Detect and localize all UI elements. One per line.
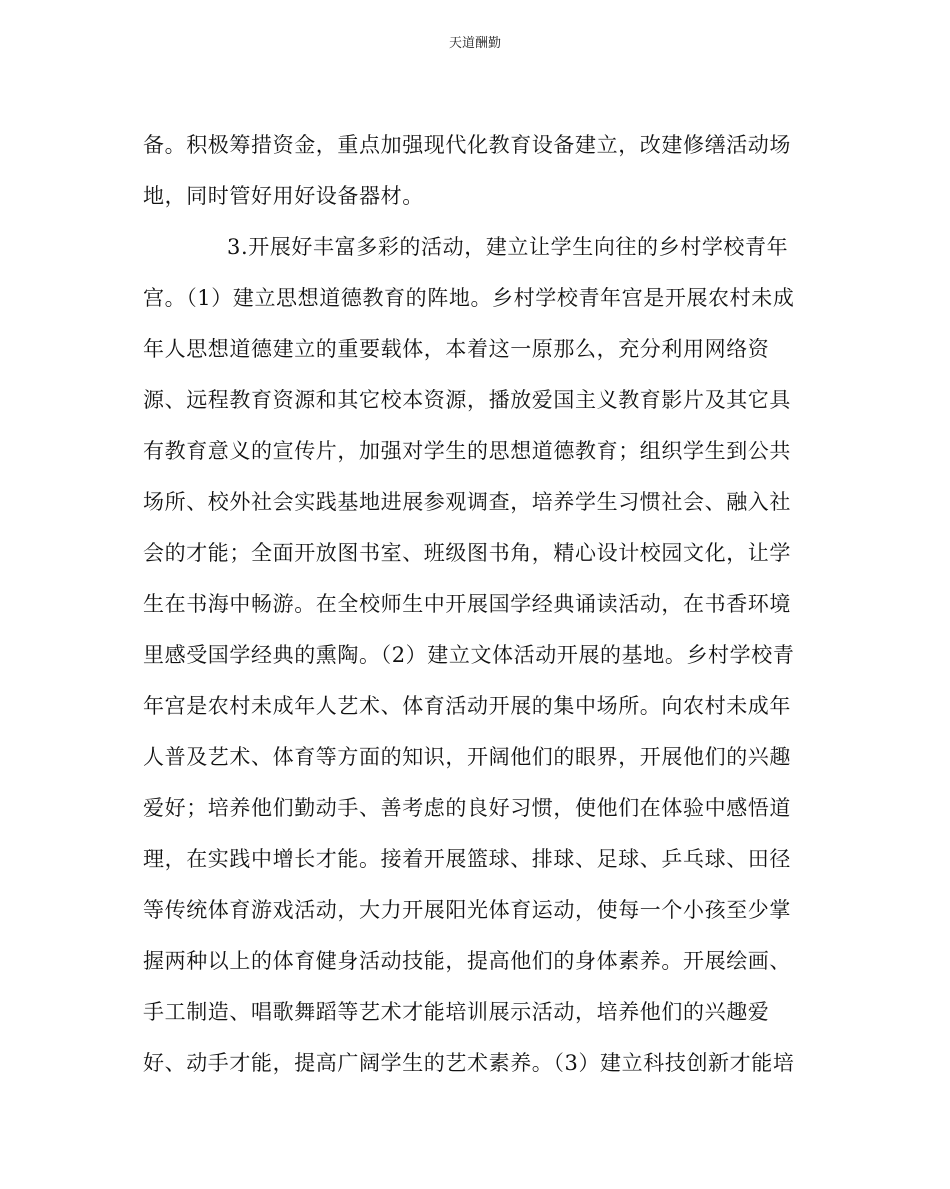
- text-line: 好、动手才能，提高广阔学生的艺术素养。（3）建立科技创新才能培: [143, 1051, 795, 1075]
- text-line: 爱好；培养他们勤动手、善考虑的良好习惯，使他们在体验中感悟道: [143, 796, 791, 820]
- text-line: 理，在实践中增长才能。接着开展篮球、排球、足球、乒乓球、田径: [143, 847, 791, 871]
- text-line: 等传统体育游戏活动，大力开展阳光体育运动，使每一个小孩至少掌: [143, 898, 791, 922]
- text-line: 人普及艺术、体育等方面的知识，开阔他们的眼界，开展他们的兴趣: [143, 745, 791, 769]
- text-line: 宫。（1）建立思想道德教育的阵地。乡村学校青年宫是开展农村未成: [143, 286, 795, 310]
- text-line: 源、远程教育资源和其它校本资源，播放爱国主义教育影片及其它具: [143, 388, 791, 412]
- text-line: 地，同时管好用好设备器材。: [143, 184, 424, 208]
- text-line: 手工制造、唱歌舞蹈等艺术才能培训展示活动，培养他们的兴趣爱: [143, 1000, 770, 1024]
- text-line: 握两种以上的体育健身活动技能，提高他们的身体素养。开展绘画、: [143, 949, 791, 973]
- text-line: 备。积极筹措资金，重点加强现代化教育设备建立，改建修缮活动场: [143, 133, 791, 157]
- text-line: 年宫是农村未成年人艺术、体育活动开展的集中场所。向农村未成年: [143, 694, 791, 718]
- text-line: 3.开展好丰富多彩的活动，建立让学生向往的乡村学校青年: [227, 235, 789, 259]
- page-header-title: 天道酬勤: [448, 36, 501, 51]
- text-line: 生在书海中畅游。在全校师生中开展国学经典诵读活动，在书香环境: [143, 592, 791, 616]
- text-line: 会的才能；全面开放图书室、班级图书角，精心设计校园文化，让学: [143, 541, 791, 565]
- text-line: 场所、校外社会实践基地进展参观调查，培养学生习惯社会、融入社: [143, 490, 791, 514]
- text-line: 有教育意义的宣传片，加强对学生的思想道德教育；组织学生到公共: [143, 439, 791, 463]
- text-line: 年人思想道德建立的重要载体，本着这一原那么，充分利用网络资: [143, 337, 770, 361]
- text-line: 里感受国学经典的熏陶。（2）建立文体活动开展的基地。乡村学校青: [143, 643, 795, 667]
